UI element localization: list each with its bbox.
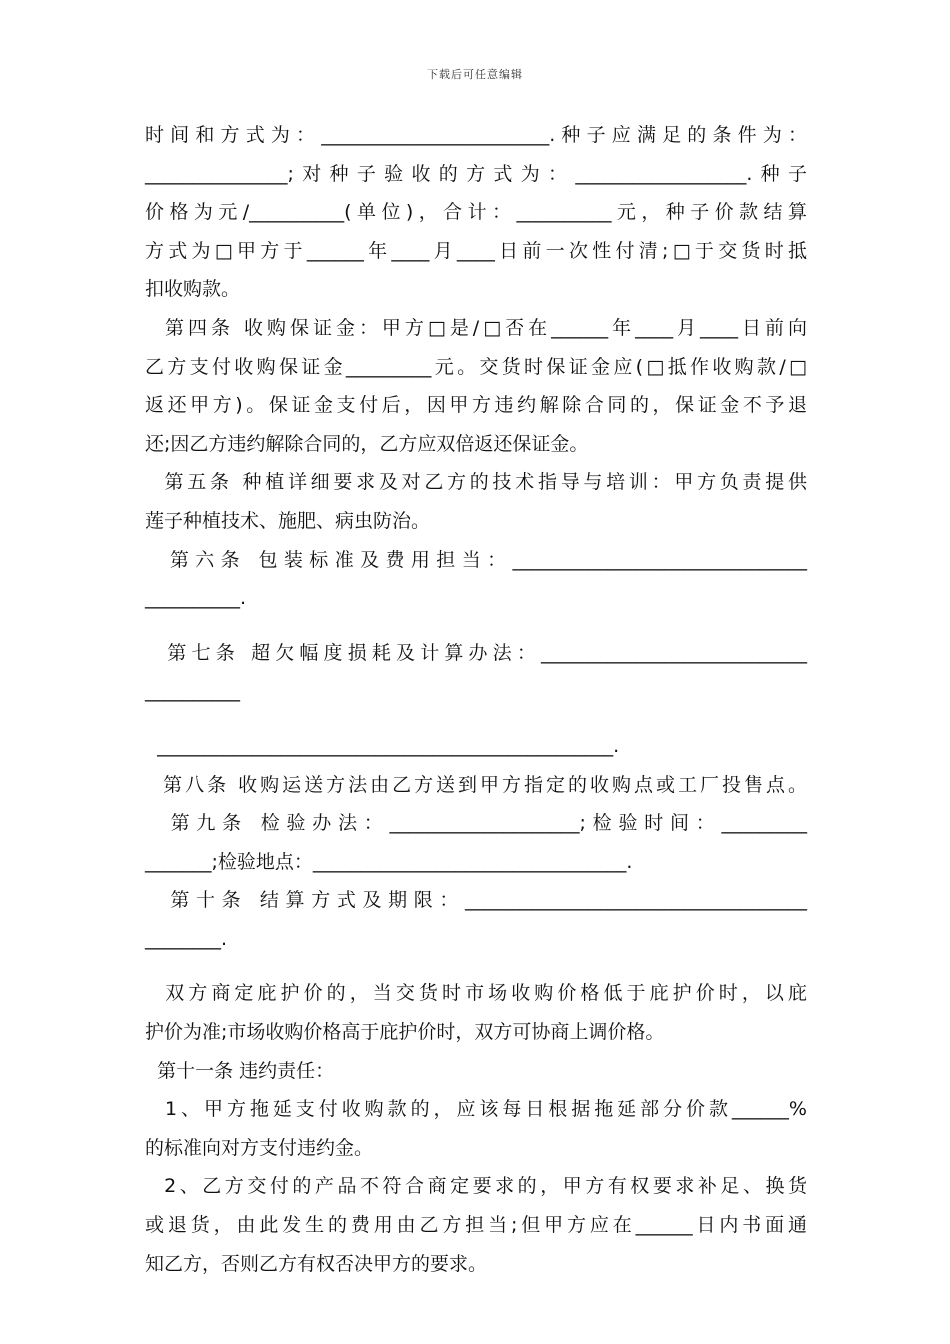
document-line: 返还甲方)。保证金支付后，因甲方违约解除合同的，保证金不予退 — [145, 394, 807, 417]
document-line: 1、甲方拖延支付收购款的，应该每日根据拖延部分价款______% — [145, 1098, 807, 1121]
page-header: 下载后可任意编辑 — [427, 68, 523, 81]
document-line: 第八条 收购运送方法由乙方送到甲方指定的收购点或工厂投售点。 — [145, 773, 807, 796]
document-line: 第六条 包装标准及费用担当：_______________________________ — [145, 548, 807, 571]
document-line: _______________;对种子验收的方式为：__________________.种子 — [145, 162, 807, 185]
document-line: 第九条 检验办法：____________________;检验时间：_________ — [145, 812, 807, 835]
document-line: 第五条 种植详细要求及对乙方的技术指导与培训：甲方负责提供 — [145, 471, 807, 494]
document-line: _______;检验地点：_________________________________. — [145, 850, 633, 873]
document-line: 价格为元/__________(单位)，合计：__________元，种子价款结算 — [145, 201, 807, 224]
document-line: 第十条 结算方式及期限：____________________________________ — [145, 889, 807, 912]
document-line: 护价为准;市场收购价格高于庇护价时，双方可协商上调价格。 — [145, 1021, 665, 1044]
document-line: 知乙方，否则乙方有权否决甲方的要求。 — [145, 1252, 488, 1275]
document-line: __________. — [145, 587, 247, 610]
document-line: 还;因乙方违约解除合同的，乙方应双倍返还保证金。 — [145, 432, 589, 455]
document-line: 第十一条 违约责任： — [145, 1059, 335, 1082]
paragraph-spacer — [145, 618, 807, 634]
document-line: 乙方支付收购保证金_________元。交货时保证金应(□抵作收购款/□ — [145, 355, 807, 378]
document-line: 2、乙方交付的产品不符合商定要求的，甲方有权要求补足、换货 — [145, 1175, 807, 1198]
document-line: ________________________________________________. — [145, 734, 620, 757]
document-line: 的标准向对方支付违约金。 — [145, 1136, 374, 1159]
document-line: 扣收购款。 — [145, 278, 241, 301]
document-line: 或退货，由此发生的费用由乙方担当;但甲方应在______日内书面通 — [145, 1214, 807, 1237]
document-line: 第四条 收购保证金：甲方□是/□否在______年____月____日前向 — [145, 316, 807, 339]
document-line: 方式为□甲方于______年____月____日前一次性付清;□于交货时抵 — [145, 239, 807, 262]
document-line: 莲子种植技术、施肥、病虫防治。 — [145, 509, 431, 532]
paragraph-spacer — [145, 711, 807, 727]
document-line: ________. — [145, 927, 228, 950]
document-line: __________ — [145, 680, 240, 703]
document-line: 双方商定庇护价的，当交货时市场收购价格低于庇护价时，以庇 — [145, 982, 807, 1005]
document-line: 第七条 超欠幅度损耗及计算办法：____________________________ — [145, 641, 807, 664]
paragraph-spacer — [145, 958, 807, 974]
document-line: 时间和方式为：________________________.种子应满足的条件为： — [145, 124, 807, 146]
document-body — [145, 116, 807, 1283]
